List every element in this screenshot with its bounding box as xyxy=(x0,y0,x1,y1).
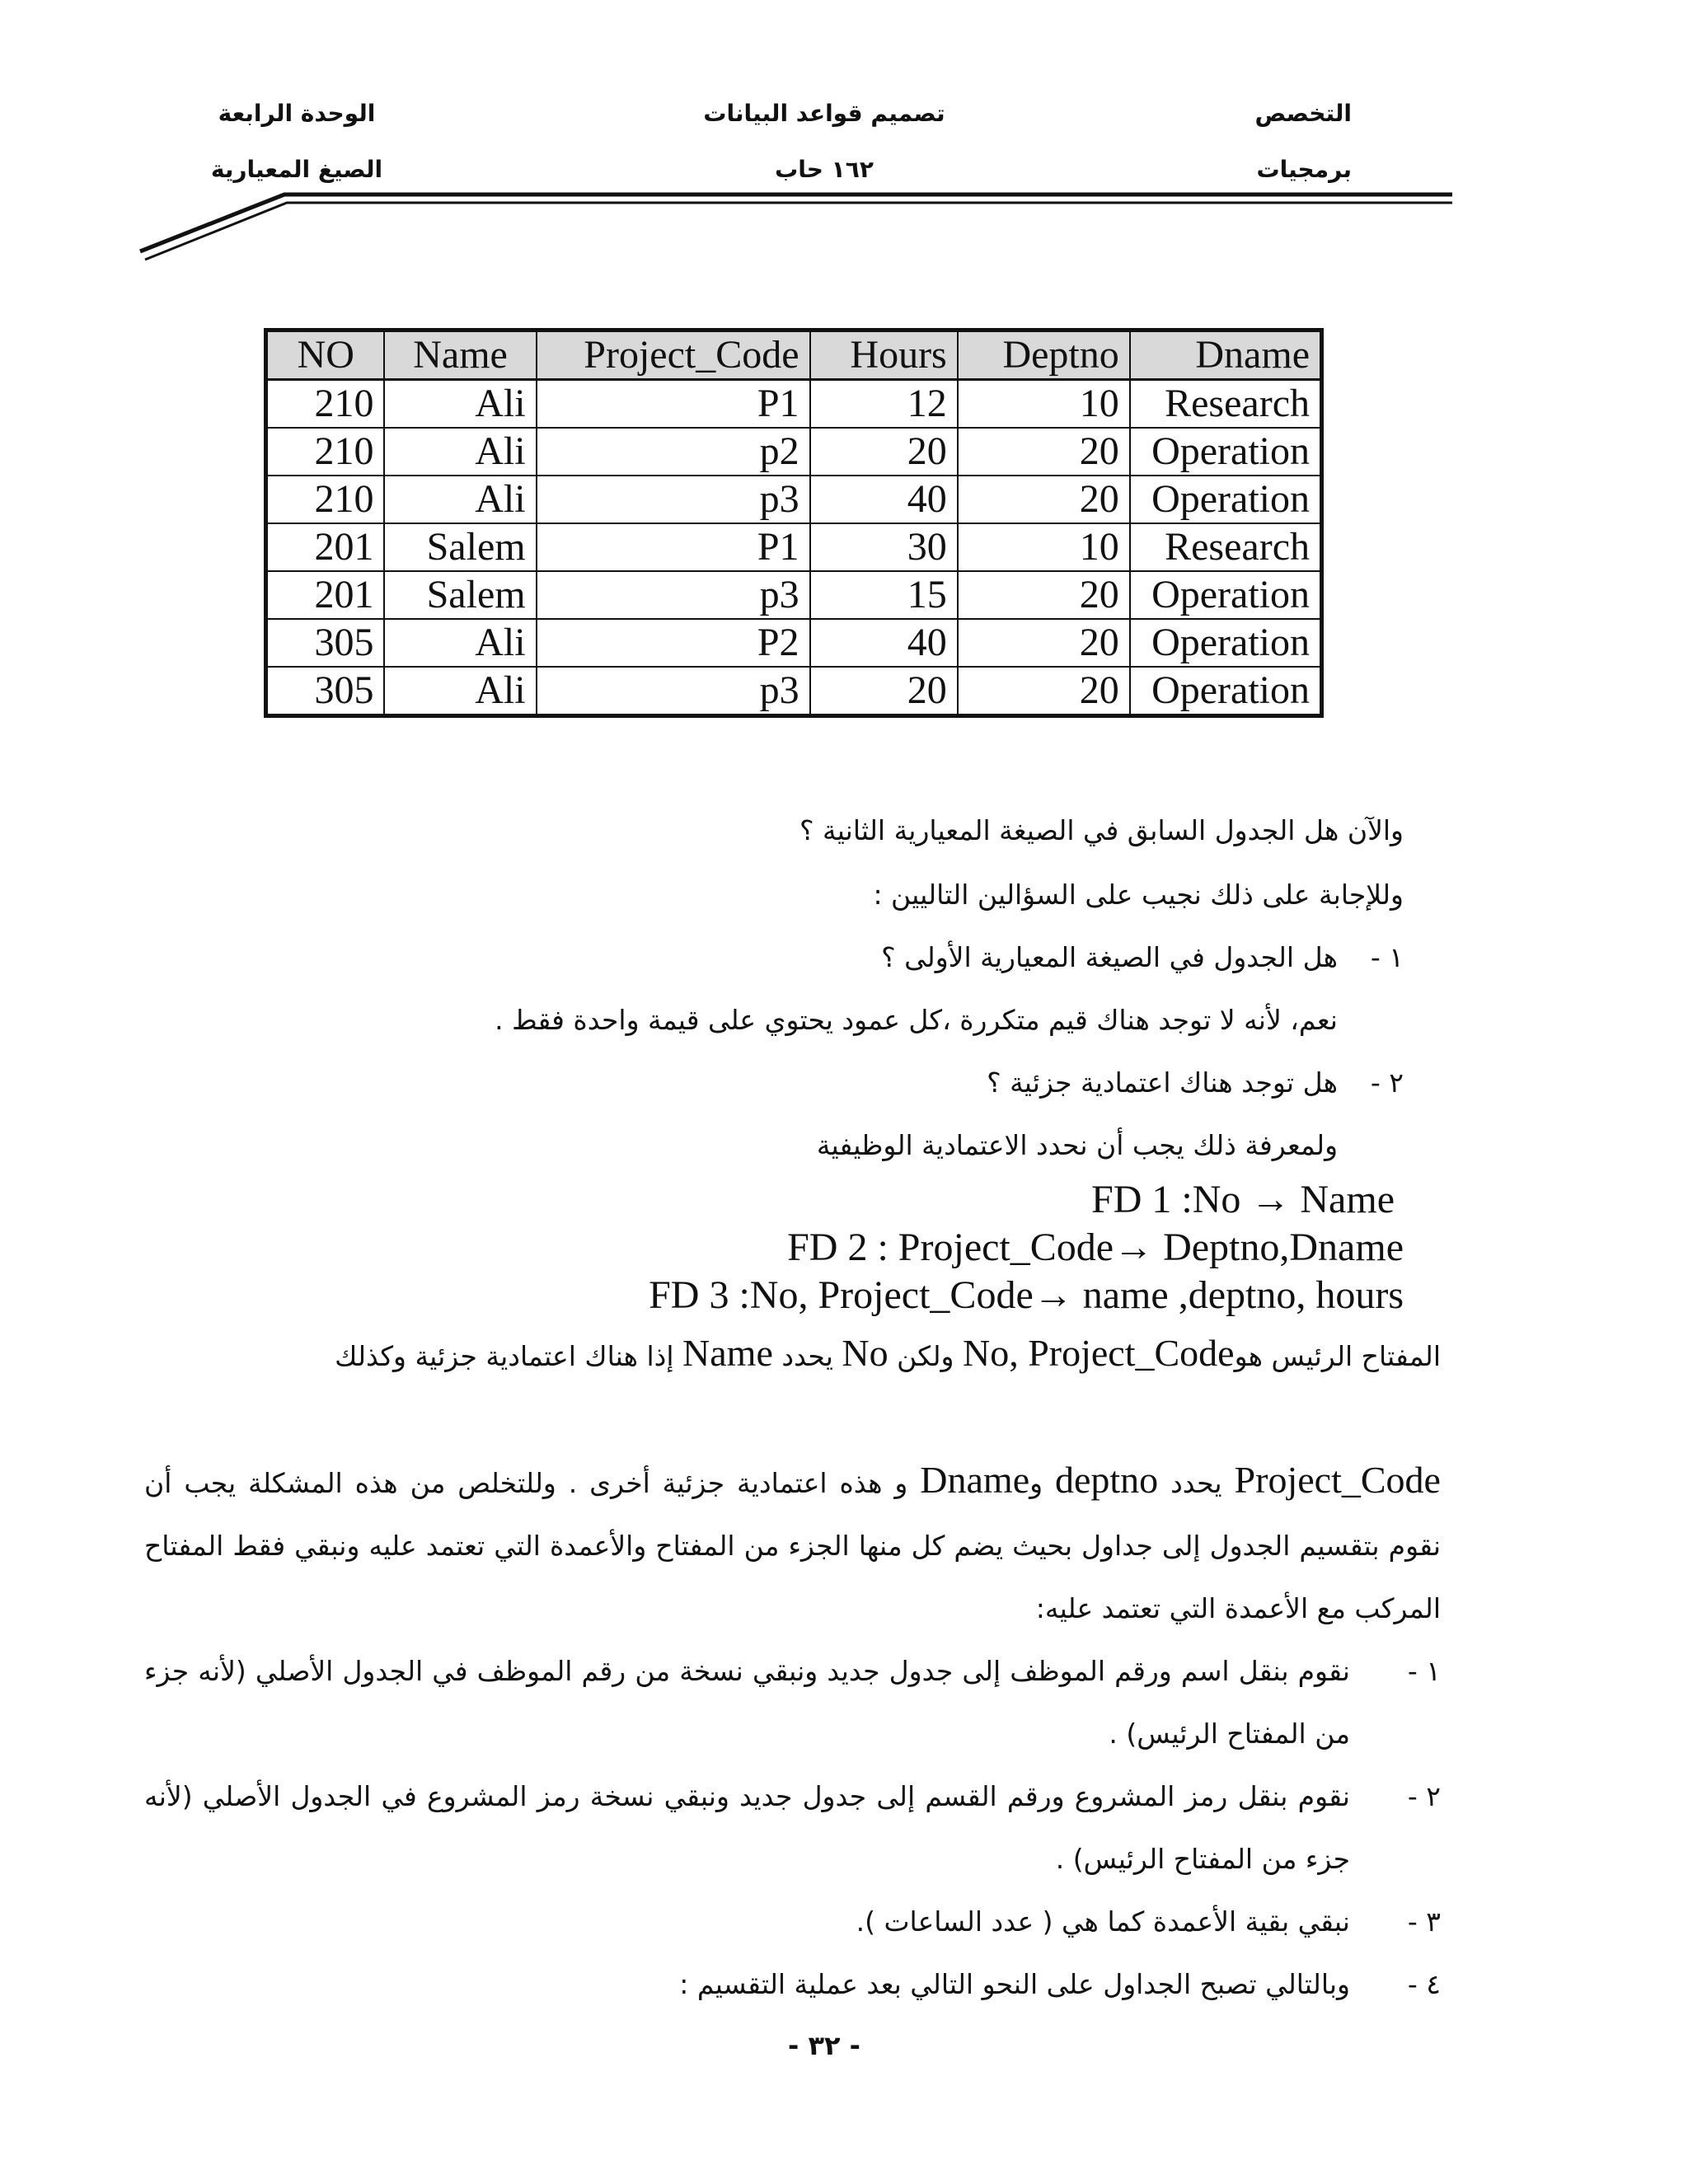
step-4-number: ٤ - xyxy=(1407,1968,1441,2000)
table-row xyxy=(266,476,1322,523)
cell-deptno: 20 xyxy=(958,428,1130,476)
cell-project-code: p3 xyxy=(537,476,810,523)
cell-no: 305 xyxy=(266,667,385,716)
step-2 xyxy=(144,1765,1441,1891)
answer-1: نعم، لأنه لا توجد هناك قيم متكررة ،كل عمود يحتوي على قيمة واحدة فقط . xyxy=(495,1004,1338,1036)
step-4-text: وبالتالي تصبح الجداول على النحو التالي بعد عملية التقسيم : xyxy=(679,1968,1350,2000)
table-row xyxy=(266,619,1322,667)
cell-dname: Operation xyxy=(1130,476,1322,523)
cell-hours: 30 xyxy=(810,523,958,571)
step-1-text: نقوم بنقل اسم ورقم الموظف إلى جدول جديد ونبقي نسخة من رقم الموظف في الجدول الأصلي (لأنه جزء من المفتاح الرئيس) . xyxy=(144,1655,1350,1750)
para2-text-c: و هذه اعتمادية جزئية أخرى . وللتخلص من هذه المشكلة يجب أن نقوم بتقسيم الجدول إلى جداول بحيث يضم كل منها الجزء من المفتاح والأعمدة التي تعتمد عليه ونبقي فقط المفتاح المركب مع الأعمدة التي تعتمد عليه: xyxy=(144,1467,1441,1624)
cell-deptno: 10 xyxy=(958,523,1130,571)
question-2 xyxy=(987,1066,1404,1099)
cell-project-code: P2 xyxy=(537,619,810,667)
cell-deptno: 20 xyxy=(958,619,1130,667)
cell-name: Ali xyxy=(384,619,536,667)
table-row xyxy=(266,571,1322,619)
cell-name: Ali xyxy=(384,428,536,476)
column-header-no: NO xyxy=(266,330,385,380)
step-1 xyxy=(144,1640,1441,1765)
cell-hours: 12 xyxy=(810,380,958,429)
step-3-text: نبقي بقية الأعمدة كما هي ( عدد الساعات ). xyxy=(856,1905,1350,1938)
cell-no: 210 xyxy=(266,476,385,523)
table-row xyxy=(266,667,1322,716)
para2-project-code: Project_Code xyxy=(1234,1459,1441,1501)
step-2-number: ٢ - xyxy=(1407,1780,1441,1812)
para1-text-a: المفتاح الرئيس هو xyxy=(1234,1340,1441,1372)
cell-deptno: 20 xyxy=(958,476,1130,523)
cell-no: 201 xyxy=(266,571,385,619)
cell-deptno: 20 xyxy=(958,571,1130,619)
step-1-number: ١ - xyxy=(1407,1655,1441,1687)
header-specialization xyxy=(1254,102,1352,214)
question-2-number: ٢ - xyxy=(1370,1066,1404,1099)
cell-hours: 40 xyxy=(810,619,958,667)
question-main: والآن هل الجدول السابق في الصيغة المعيارية الثانية ؟ xyxy=(799,814,1404,846)
page-number: - ٣٢ - xyxy=(788,2030,860,2061)
para1-text-d: إذا هناك اعتمادية جزئية وكذلك xyxy=(335,1340,674,1372)
step-2-text: نقوم بنقل رمز المشروع ورقم القسم إلى جدول جديد ونبقي نسخة رمز المشروع في الجدول الأصلي (لأنه جزء من المفتاح الرئيس) . xyxy=(144,1780,1350,1875)
cell-name: Ali xyxy=(384,380,536,429)
cell-name: Salem xyxy=(384,571,536,619)
column-header-project-code: Project_Code xyxy=(537,330,810,380)
functional-dependency-2: FD 2 : Project_Code→ Deptno,Dname xyxy=(787,1226,1404,1269)
paragraph-primary-key xyxy=(144,1322,1441,1388)
cell-hours: 15 xyxy=(810,571,958,619)
question-1 xyxy=(881,941,1404,974)
course-title: تصميم قواعد البيانات xyxy=(703,100,945,127)
step-3 xyxy=(144,1891,1441,1953)
para1-text-b: ولكن xyxy=(897,1340,954,1372)
para1-key: No, Project_Code xyxy=(962,1332,1235,1374)
specialization-label: التخصص xyxy=(1254,100,1352,127)
cell-project-code: P1 xyxy=(537,523,810,571)
cell-no: 201 xyxy=(266,523,385,571)
cell-dname: Operation xyxy=(1130,428,1322,476)
answer-intro: وللإجابة على ذلك نجيب على السؤالين التاليين : xyxy=(873,879,1404,911)
para1-text-c: يحدد xyxy=(781,1340,833,1372)
cell-hours: 20 xyxy=(810,428,958,476)
step-3-number: ٣ - xyxy=(1407,1905,1441,1938)
cell-no: 305 xyxy=(266,619,385,667)
para2-dname: Dname xyxy=(920,1459,1030,1501)
question-1-number: ١ - xyxy=(1370,941,1404,973)
cell-deptno: 20 xyxy=(958,667,1130,716)
functional-dependency-3: FD 3 :No, Project_Code→ name ,deptno, hours xyxy=(649,1273,1404,1317)
unit-title: الصيغ المعيارية xyxy=(210,156,383,183)
table-row xyxy=(266,523,1322,571)
employee-project-table xyxy=(264,328,1324,718)
table-row xyxy=(266,428,1322,476)
cell-deptno: 10 xyxy=(958,380,1130,429)
column-header-hours: Hours xyxy=(810,330,958,380)
cell-dname: Operation xyxy=(1130,667,1322,716)
fd-intro: ولمعرفة ذلك يجب أن نحدد الاعتمادية الوظيفية xyxy=(816,1129,1338,1161)
cell-name: Ali xyxy=(384,667,536,716)
cell-project-code: p2 xyxy=(537,428,810,476)
cell-no: 210 xyxy=(266,428,385,476)
cell-dname: Operation xyxy=(1130,571,1322,619)
para2-text-b: و xyxy=(1029,1467,1043,1499)
functional-dependency-1: FD 1 :No → Name xyxy=(1091,1178,1395,1221)
unit-label: الوحدة الرابعة xyxy=(218,100,376,127)
header-course xyxy=(692,102,956,214)
cell-name: Salem xyxy=(384,523,536,571)
column-header-dname: Dname xyxy=(1130,330,1322,380)
header-unit xyxy=(206,102,387,214)
course-code: ١٦٢ حاب xyxy=(775,156,874,183)
question-1-text: هل الجدول في الصيغة المعيارية الأولى ؟ xyxy=(881,941,1338,973)
table-row xyxy=(266,380,1322,429)
para2-deptno: deptno xyxy=(1054,1459,1159,1501)
specialization-value: برمجيات xyxy=(1256,156,1352,183)
paragraph-partial-dependency xyxy=(144,1449,1441,1640)
step-4 xyxy=(144,1953,1441,2016)
para1-name: Name xyxy=(682,1332,773,1374)
cell-dname: Operation xyxy=(1130,619,1322,667)
question-2-text: هل توجد هناك اعتمادية جزئية ؟ xyxy=(987,1066,1338,1099)
table-header-row xyxy=(266,330,1322,380)
cell-hours: 20 xyxy=(810,667,958,716)
column-header-name: Name xyxy=(384,330,536,380)
cell-dname: Research xyxy=(1130,380,1322,429)
cell-project-code: p3 xyxy=(537,571,810,619)
cell-name: Ali xyxy=(384,476,536,523)
column-header-deptno: Deptno xyxy=(958,330,1130,380)
cell-hours: 40 xyxy=(810,476,958,523)
para2-text-a: يحدد xyxy=(1170,1467,1222,1499)
cell-no: 210 xyxy=(266,380,385,429)
cell-dname: Research xyxy=(1130,523,1322,571)
cell-project-code: P1 xyxy=(537,380,810,429)
para1-no: No xyxy=(842,1332,889,1374)
cell-project-code: p3 xyxy=(537,667,810,716)
